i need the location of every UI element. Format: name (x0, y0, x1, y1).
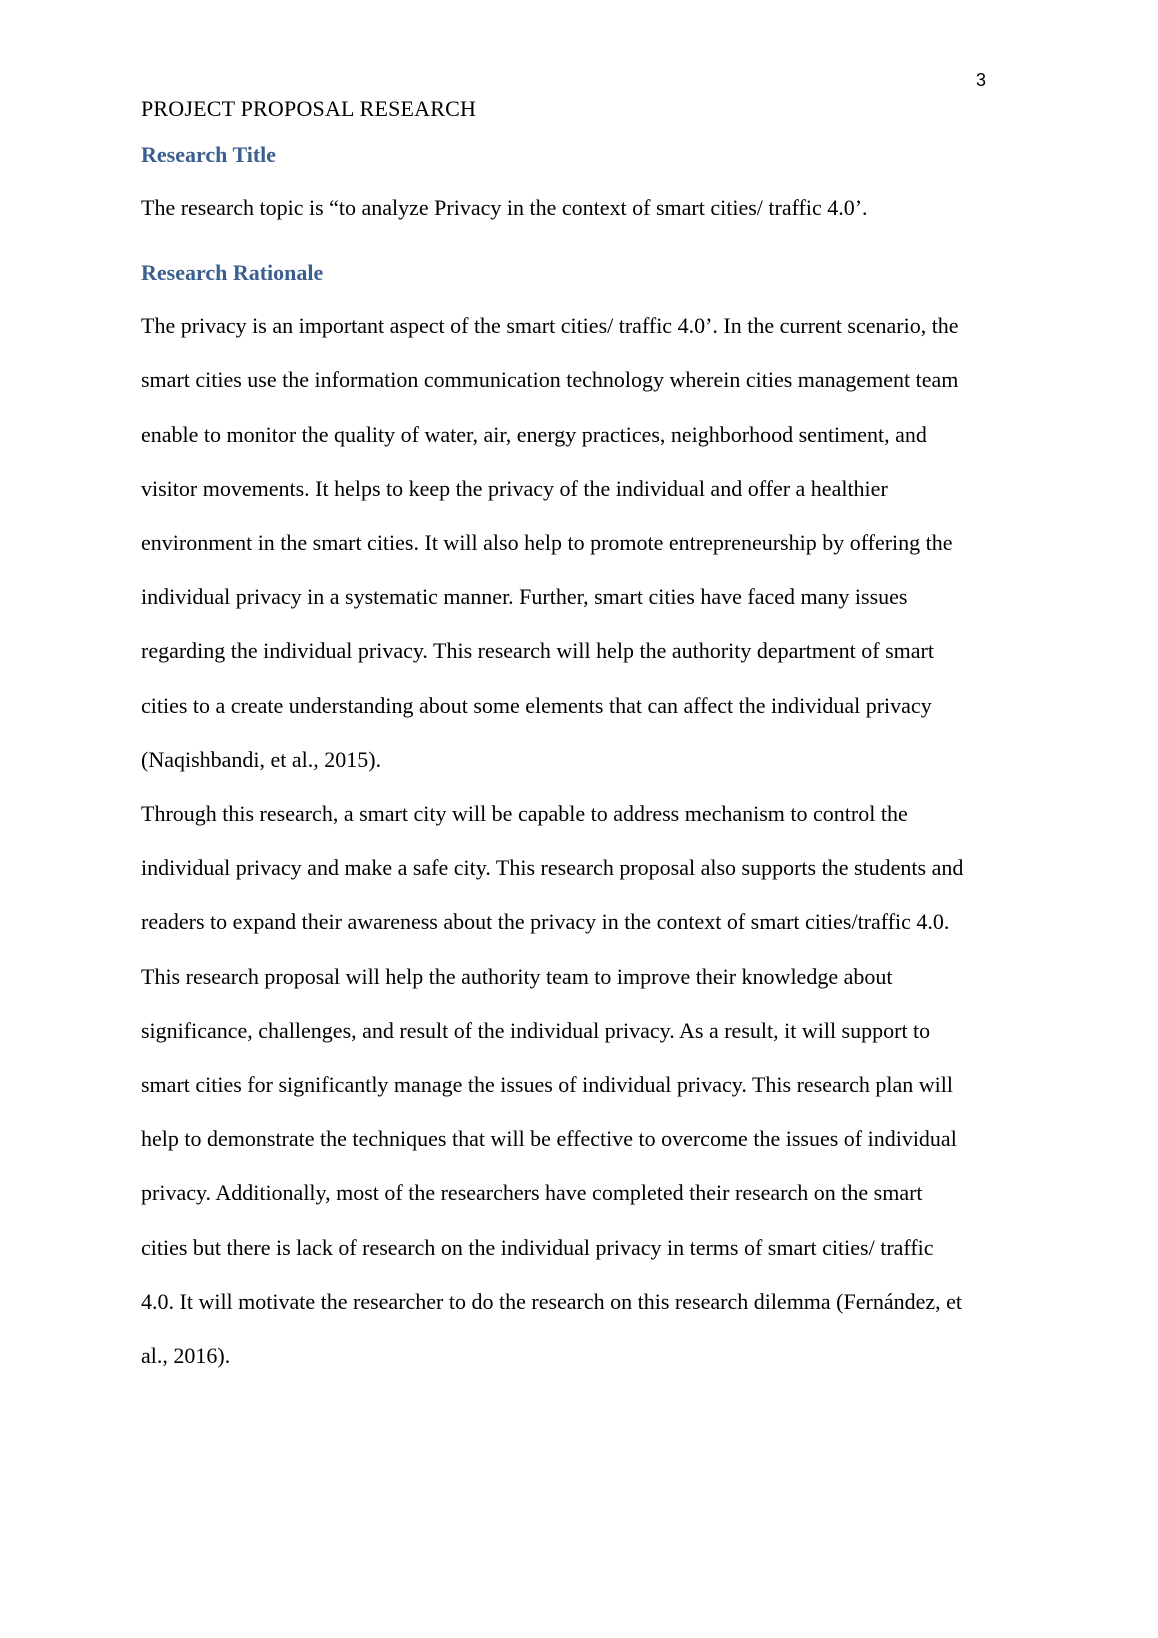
page-number: 3 (975, 70, 986, 90)
paragraph-line: 4.0. It will motivate the researcher to do the research on this research dilemma (Fernández, et (141, 1288, 963, 1314)
paragraph-line: (Naqishbandi, et al., 2015). (141, 746, 382, 772)
paragraph-line: privacy. Additionally, most of the researchers have completed their research on the smart (141, 1180, 923, 1206)
paragraph-line: enable to monitor the quality of water, air, energy practices, neighborhood sentiment, and (141, 421, 927, 447)
paragraph-line: cities to a create understanding about some elements that can affect the individual privacy (141, 692, 932, 718)
paragraph-line: individual privacy and make a safe city. This research proposal also supports the students and (141, 855, 964, 881)
paragraph-line: significance, challenges, and result of the individual privacy. As a result, it will support to (141, 1017, 931, 1043)
research-title-heading: Research Title (141, 142, 277, 167)
rationale-paragraph-2 (141, 787, 1041, 1383)
paragraph-line: individual privacy in a systematic manner. Further, smart cities have faced many issues (141, 584, 908, 610)
research-rationale-heading: Research Rationale (141, 260, 324, 286)
rationale-paragraph-1 (141, 299, 1041, 787)
paragraph-line: smart cities for significantly manage the issues of individual privacy. This research plan will (141, 1072, 953, 1098)
paragraph-line: visitor movements. It helps to keep the privacy of the individual and offer a healthier (141, 475, 888, 501)
paragraph-line: Through this research, a smart city will be capable to address mechanism to control the (141, 801, 908, 827)
paragraph-line: This research proposal will help the authority team to improve their knowledge about (141, 963, 893, 989)
document-body (141, 94, 1041, 1383)
research-topic-text: The research topic is “to analyze Privacy in the context of smart cities/ traffic 4.0’. (141, 195, 868, 220)
paragraph-line: environment in the smart cities. It will also help to promote entrepreneurship by offering the (141, 530, 953, 556)
paragraph-line: al., 2016). (141, 1343, 231, 1369)
paragraph-line: regarding the individual privacy. This research will help the authority department of smart (141, 638, 934, 664)
running-head: PROJECT PROPOSAL RESEARCH (141, 96, 477, 121)
paragraph-line: cities but there is lack of research on the individual privacy in terms of smart cities/ traffic (141, 1234, 934, 1260)
paragraph-line: The privacy is an important aspect of the smart cities/ traffic 4.0’. In the current scenario, the (141, 313, 959, 339)
paragraph-line: readers to expand their awareness about the privacy in the context of smart cities/traffic 4.0. (141, 909, 950, 935)
paragraph-line: smart cities use the information communication technology wherein cities management team (141, 367, 959, 393)
paragraph-line: help to demonstrate the techniques that will be effective to overcome the issues of individual (141, 1126, 957, 1152)
